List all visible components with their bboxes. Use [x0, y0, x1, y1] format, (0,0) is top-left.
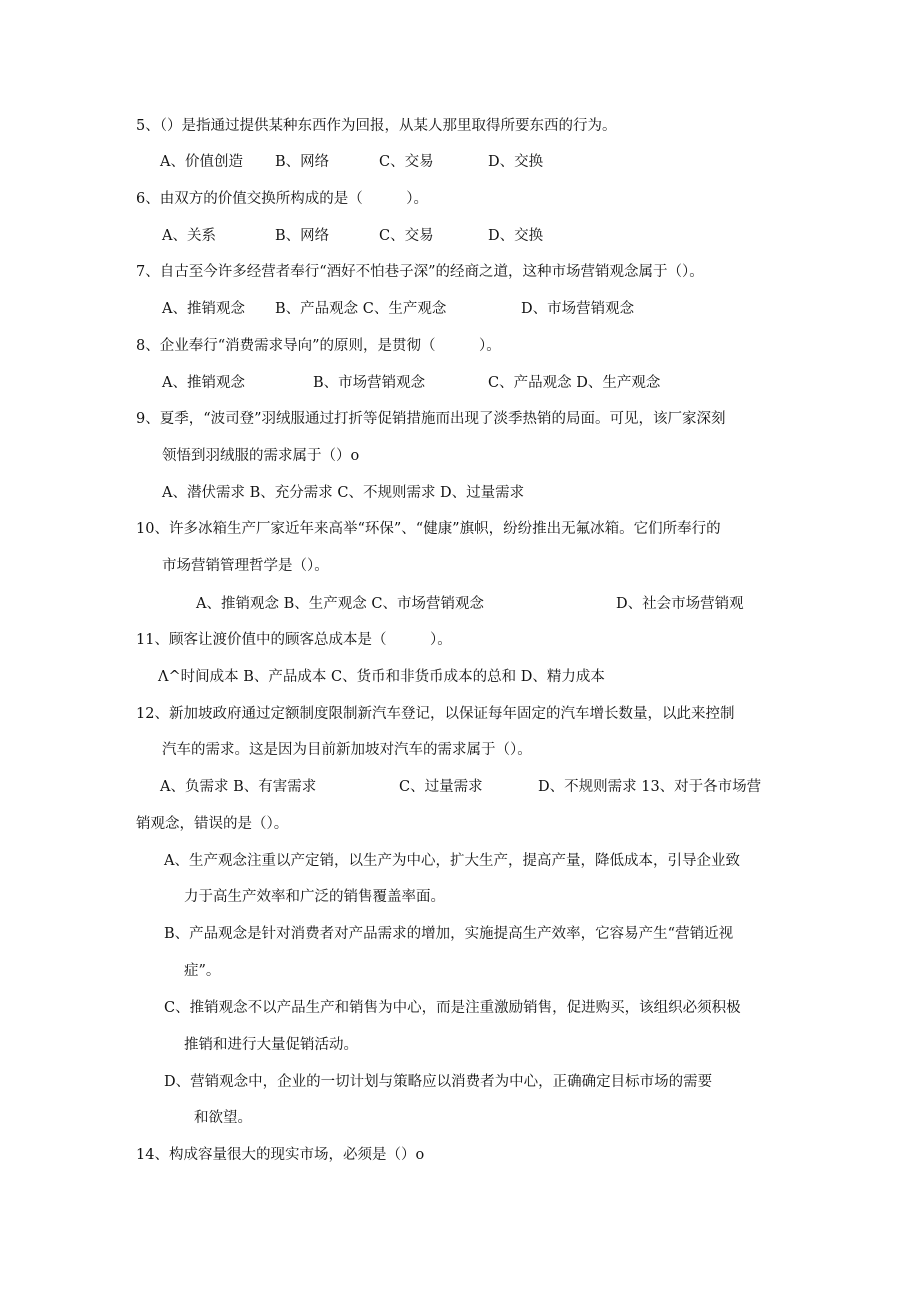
question-11-options: Λ^时间成本 B、产品成本 C、货币和非货币成本的总和 D、精力成本: [158, 669, 605, 685]
question-7-stem: 7、自古至今许多经营者奉行“酒好不怕巷子深”的经商之道，这种市场营销观念属于（）。: [136, 264, 704, 280]
question-7-option-b-c: B、产品观念 C、生产观念: [275, 301, 447, 317]
question-5-option-b: B、网络: [275, 154, 330, 170]
question-13-option-b-line-1: B、产品观念是针对消费者对产品需求的增加，实施提高生产效率，它容易产生“营销近视: [164, 926, 734, 942]
question-8-option-a: A、推销观念: [162, 375, 245, 391]
question-13-option-a-line-2: 力于高生产效率和广泛的销售覆盖率面。: [184, 889, 445, 905]
question-13-option-a-line-1: A、生产观念注重以产定销，以生产为中心，扩大生产，提高产量，降低成本，引导企业致: [164, 853, 740, 869]
question-12-option-c: C、过量需求: [399, 779, 483, 795]
question-5-option-d: D、交换: [488, 154, 544, 170]
question-7-option-a: A、推销观念: [162, 301, 245, 317]
question-9-stem-line-1: 9、夏季，“波司登”羽绒服通过打折等促销措施而出现了淡季热销的局面。可见，该厂家深刻: [136, 411, 726, 427]
question-12-options-a-b: A、负需求 B、有害需求: [160, 779, 317, 795]
question-6-option-a: A、关系: [162, 228, 216, 244]
question-8-stem: 8、企业奉行“消费需求导向”的原则，是贯彻（ ）。: [136, 338, 501, 354]
question-11-stem: 11、顾客让渡价值中的顾客总成本是（ ）。: [136, 632, 452, 648]
question-8-option-c-d: C、产品观念 D、生产观念: [488, 375, 661, 391]
question-5-stem: 5、（）是指通过提供某种东西作为回报，从某人那里取得所要东西的行为。: [136, 118, 617, 134]
question-12-option-d-and-question-13-start: D、不规则需求 13、对于各市场营: [538, 779, 762, 795]
question-12-stem-line-1: 12、新加坡政府通过定额制度限制新汽车登记，以保证每年固定的汽车增长数量，以此来控制: [136, 706, 735, 722]
question-10-options-left: A、推销观念 B、生产观念 C、市场营销观念: [196, 596, 484, 612]
question-13-option-c-line-2: 推销和进行大量促销活动。: [184, 1037, 358, 1053]
question-13-stem-continuation: 销观念，错误的是（）。: [136, 816, 289, 832]
question-13-option-d-line-1: D、营销观念中，企业的一切计划与策略应以消费者为中心，正确确定目标市场的需要: [164, 1074, 713, 1090]
question-6-option-d: D、交换: [488, 228, 544, 244]
question-12-stem-line-2: 汽车的需求。这是因为目前新加坡对汽车的需求属于（）。: [162, 742, 532, 758]
question-9-stem-line-2: 领悟到羽绒服的需求属于（）o: [162, 448, 360, 464]
question-10-option-d: D、社会市场营销观: [616, 596, 744, 612]
question-5-option-a: A、价值创造: [160, 154, 243, 170]
question-6-stem: 6、由双方的价值交换所构成的是（ ）。: [136, 191, 428, 207]
question-13-option-b-line-2: 症”。: [184, 963, 221, 979]
question-13-option-d-line-2: 和欲望。: [194, 1110, 252, 1126]
question-7-option-d: D、市场营销观念: [521, 301, 635, 317]
question-5-option-c: C、交易: [379, 154, 434, 170]
question-14-stem: 14、构成容量很大的现实市场，必须是（）o: [136, 1147, 425, 1163]
question-10-stem-line-2: 市场营销管理哲学是（）。: [162, 558, 329, 574]
question-10-stem-line-1: 10、许多冰箱生产厂家近年来高举“环保”、“健康”旗帜，纷纷推出无氟冰箱。它们所奉行的: [136, 521, 721, 537]
question-8-option-b: B、市场营销观念: [313, 375, 426, 391]
question-13-option-c-line-1: C、推销观念不以产品生产和销售为中心，而是注重激励销售，促进购买，该组织必须积极: [164, 1000, 741, 1016]
question-6-option-b: B、网络: [275, 228, 330, 244]
question-6-option-c: C、交易: [379, 228, 434, 244]
question-9-options: A、潜伏需求 B、充分需求 C、不规则需求 D、过量需求: [162, 485, 525, 501]
